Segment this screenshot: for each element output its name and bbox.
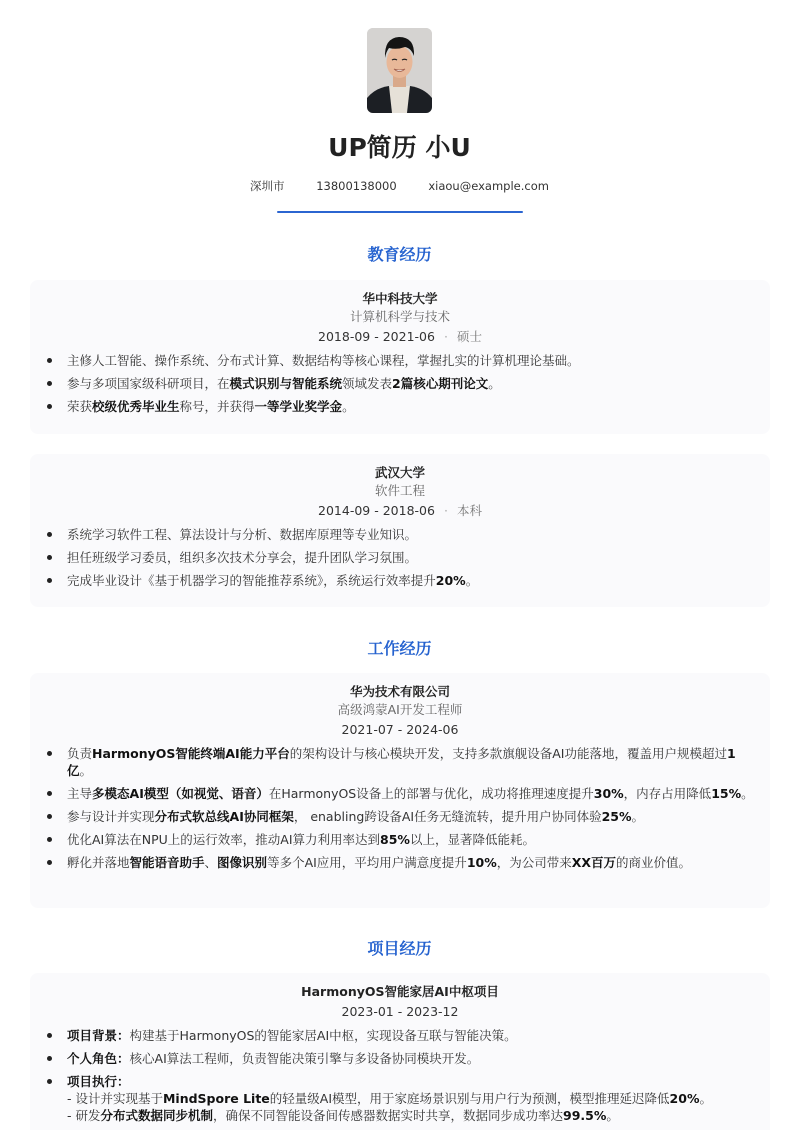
work-card — [30, 673, 770, 908]
major: 软件工程 — [374, 483, 425, 498]
section-title-education: 教育经历 — [367, 245, 432, 264]
candidate-name: UP简历 小U — [328, 133, 471, 162]
bullet-item: 参与多项国家级科研项目，在模式识别与智能系统领域发表2篇核心期刊论文。 — [44, 375, 756, 392]
bullet-item: 主导多模态AI模型（如视觉、语音）在HarmonyOS设备上的部署与优化，成功将推理速度提升30%，内存占用降低15%。 — [44, 785, 756, 802]
education-card — [30, 280, 770, 434]
bullet-item: 项目执行： - 设计并实现基于MindSpore Lite的轻量级AI模型，用于家庭场景识别与用户行为预测，模型推理延迟降低20%。 - 研发分布式数据同步机制，确保不同智能设备间传感器数据实时共享，数据同步成功率达99.5%。 — [44, 1073, 756, 1124]
bullet-item: 参与设计并实现分布式软总线AI协同框架， enabling跨设备AI任务无缝流转，提升用户协同体验25%。 — [44, 808, 756, 825]
bullet-item: 担任班级学习委员，组织多次技术分享会，提升团队学习氛围。 — [44, 549, 756, 566]
school-name: 武汉大学 — [374, 465, 425, 480]
period: 2018-09 - 2021-06 — [318, 329, 435, 344]
bullet-list — [44, 1027, 756, 1124]
section-title-work: 工作经历 — [367, 639, 432, 658]
period: 2021-07 - 2024-06 — [341, 722, 459, 737]
bullet-item: 个人角色：核心AI算法工程师，负责智能决策引擎与多设备协同模块开发。 — [44, 1050, 756, 1067]
section-title-projects: 项目经历 — [367, 939, 432, 958]
education-meta — [44, 500, 756, 522]
school-name: 华中科技大学 — [362, 291, 438, 306]
bullet-item: 优化AI算法在NPU上的运行效率，推动AI算力利用率达到85%以上，显著降低能耗。 — [44, 831, 756, 848]
education-card-header — [44, 464, 756, 522]
degree: 本科 — [456, 503, 482, 518]
bullet-list — [44, 526, 756, 589]
contact-info — [0, 178, 799, 194]
contact-city: 深圳市 — [250, 179, 285, 193]
bullet-item: 项目背景：构建基于HarmonyOS的智能家居AI中枢，实现设备互联与智能决策。 — [44, 1027, 756, 1044]
contact-email[interactable]: xiaou@example.com — [428, 179, 549, 193]
bullet-item: 孵化并落地智能语音助手、图像识别等多个AI应用，平均用户满意度提升10%，为公司带来XX百万的商业价值。 — [44, 854, 756, 871]
separator-dot: · — [443, 503, 448, 518]
bullet-item: 主修人工智能、操作系统、分布式计算、数据结构等核心课程，掌握扎实的计算机理论基础。 — [44, 352, 756, 369]
bullet-list — [44, 745, 756, 871]
profile-photo — [367, 28, 432, 113]
work-card-header — [44, 683, 756, 741]
project-card-header — [44, 983, 756, 1023]
avatar-portrait-icon — [367, 28, 432, 113]
education-meta — [44, 326, 756, 348]
period: 2023-01 - 2023-12 — [341, 1004, 459, 1019]
degree: 硕士 — [456, 329, 482, 344]
major: 计算机科学与技术 — [349, 309, 450, 324]
bullet-item: 荣获校级优秀毕业生称号，并获得一等学业奖学金。 — [44, 398, 756, 415]
separator-dot: · — [443, 329, 448, 344]
bullet-item: 完成毕业设计《基于机器学习的智能推荐系统》，系统运行效率提升20%。 — [44, 572, 756, 589]
bullet-list — [44, 352, 756, 415]
header-divider — [277, 211, 523, 213]
education-card — [30, 454, 770, 607]
project-name: HarmonyOS智能家居AI中枢项目 — [301, 984, 499, 999]
contact-phone[interactable]: 13800138000 — [316, 179, 397, 193]
job-position: 高级鸿蒙AI开发工程师 — [337, 702, 463, 717]
bullet-item: 系统学习软件工程、算法设计与分析、数据库原理等专业知识。 — [44, 526, 756, 543]
education-card-header — [44, 290, 756, 348]
bullet-item: 负责HarmonyOS智能终端AI能力平台的架构设计与核心模块开发，支持多款旗舰设备AI功能落地，覆盖用户规模超过1亿。 — [44, 745, 756, 779]
project-card — [30, 973, 770, 1130]
company-name: 华为技术有限公司 — [349, 684, 450, 699]
period: 2014-09 - 2018-06 — [318, 503, 435, 518]
